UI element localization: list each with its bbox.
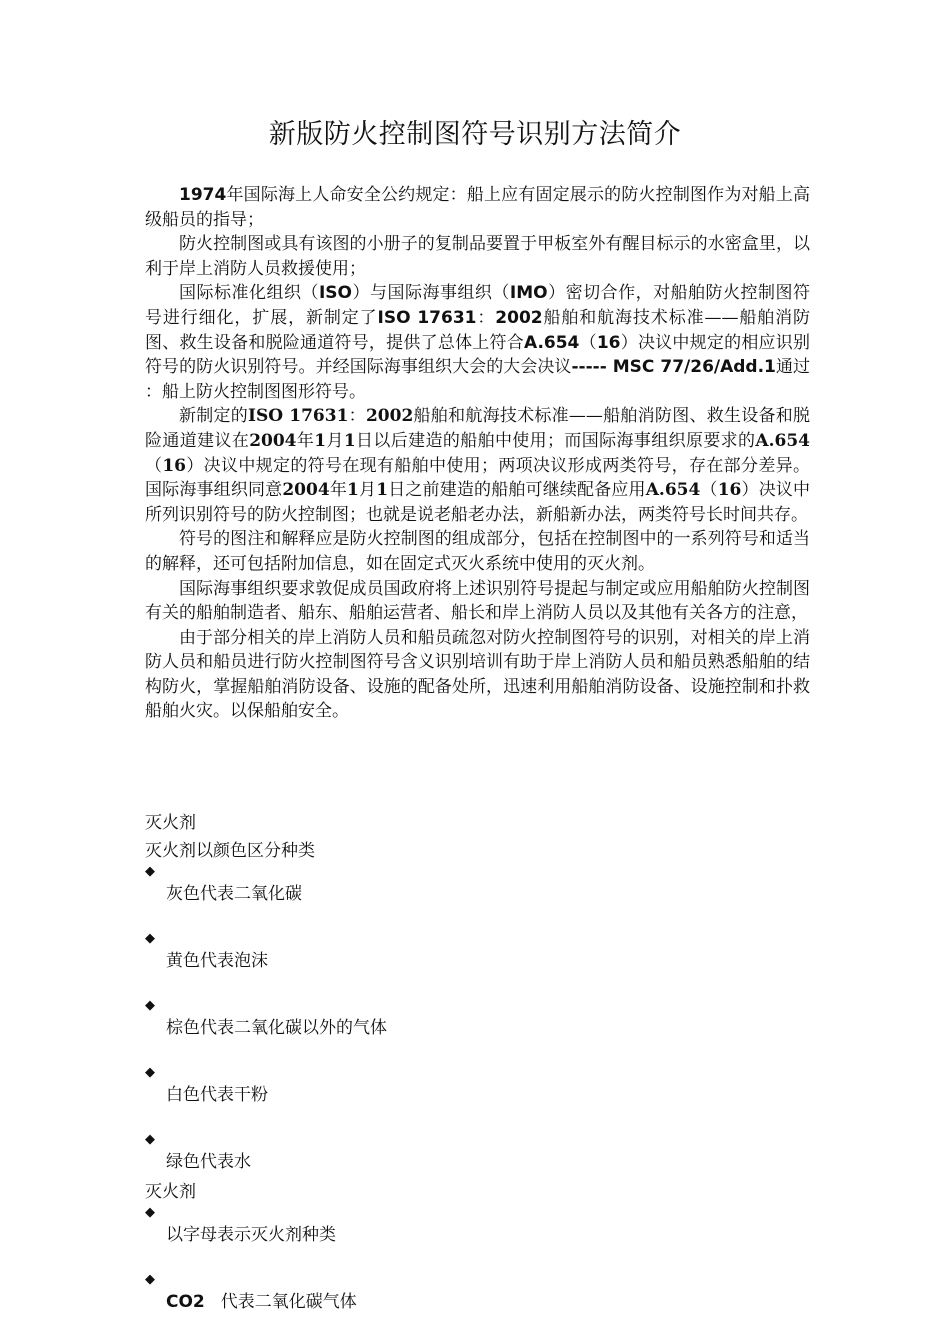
- standard-year: 2002: [495, 307, 543, 328]
- diamond-bullet-icon: ◆: [145, 931, 155, 946]
- standard-number: ISO 17631: [377, 307, 477, 328]
- year-1974: 1974: [179, 185, 227, 205]
- date-month: 1: [314, 430, 327, 451]
- date-day: 1: [376, 480, 389, 501]
- list-item-label: 白色代表干粉: [166, 1085, 268, 1105]
- text-span: 日以后建造的船舶中使用；而国际海事组织原要求的: [355, 430, 756, 451]
- page-title: 新版防火控制图符号识别方法简介: [268, 119, 682, 150]
- text-span: 新制定的: [179, 406, 249, 427]
- text-span: 日之前建造的船舶可继续配备应用: [388, 480, 646, 501]
- extinguishing-agent-section: [145, 809, 810, 1314]
- section-heading: 灭火剂: [145, 1182, 196, 1202]
- text-span: （: [700, 480, 718, 501]
- iso-abbr: ISO: [318, 283, 352, 304]
- text-span: 年: [296, 430, 315, 451]
- list-item: [145, 1066, 810, 1107]
- text-span: ）决议中所列识别符号的防火控制图；也就是说老船老办法，新船新办法，两类符号长时间共存。: [145, 480, 811, 525]
- paragraph-7: 由于部分相关的岸上消防人员和船员疏忽对防火控制图符号的识别，对相关的岸上消防人员和船员进行防火控制图符号含义识别培训有助于岸上消防人员和船员熟悉船舶的结构防火，掌握船舶消防设备、设施的配备处所，迅速利用船舶消防设备、设施控制和扑救船舶火灾。以保船舶安全。: [145, 627, 810, 722]
- text-span: ）决议中规定的符号在现有船舶中使用；两项决议形成两类符号，存在部分差异。国际海事组织同意: [145, 455, 811, 501]
- list-item: [145, 1206, 810, 1247]
- paragraph-1: [145, 183, 810, 232]
- list-item: [145, 1273, 810, 1314]
- resolution-session: 16: [162, 455, 187, 476]
- list-item-label: 以字母表示灭火剂种类: [166, 1225, 336, 1245]
- text-span: ）与国际海事组织（: [351, 283, 510, 304]
- diamond-bullet-icon: ◆: [145, 998, 155, 1013]
- co2-description: 代表二氧化碳气体: [220, 1292, 357, 1312]
- list-item-label: [145, 1273, 810, 1314]
- list-item-label: 灰色代表二氧化碳: [166, 884, 302, 904]
- date-day: 1: [343, 430, 356, 451]
- diamond-bullet-icon: ◆: [145, 864, 155, 879]
- list-item-label: 黄色代表泡沫: [166, 951, 268, 971]
- msc-reference: ----- MSC 77/26/Add.1: [571, 357, 776, 378]
- resolution-session: 16: [717, 480, 742, 501]
- date-year: 2004: [249, 430, 297, 451]
- paragraph-3: [145, 281, 810, 404]
- text-span: 通过 ：船上防火控制图图形符号。: [145, 357, 811, 402]
- list-item-label: 棕色代表二氧化碳以外的气体: [166, 1018, 387, 1038]
- section-subheading: 灭火剂以颜色区分种类: [145, 841, 315, 861]
- text-span: 年: [329, 480, 348, 501]
- list-item-label: 绿色代表水: [166, 1152, 251, 1172]
- document-body: [145, 183, 810, 724]
- diamond-bullet-icon: ◆: [145, 1065, 155, 1080]
- text-span: ）决议中规定的相应识别符号的防火识别符号。并经国际海事组织大会的大会决议: [145, 332, 810, 378]
- text-span: 船舶和航海技术标准——船舶消防图、救生设备和脱险通道建议在: [145, 406, 811, 451]
- diamond-bullet-icon: ◆: [145, 1132, 155, 1147]
- standard-year: 2002: [365, 406, 414, 427]
- text-span: 月: [358, 480, 377, 501]
- text-span: （: [145, 455, 163, 476]
- date-year: 2004: [282, 480, 330, 501]
- diamond-bullet-icon: ◆: [145, 1205, 155, 1220]
- section-heading: 灭火剂: [145, 813, 196, 833]
- co2-code: CO2: [166, 1292, 205, 1312]
- resolution-number: A.654: [645, 480, 701, 501]
- diamond-bullet-icon: ◆: [145, 1272, 155, 1287]
- paragraph-4: [145, 404, 810, 527]
- paragraph-5: 符号的图注和解释应是防火控制图的组成部分，包括在控制图中的一系列符号和适当的解释，还可包括附加信息，如在固定式灭火系统中使用的灭火剂。: [145, 529, 810, 574]
- imo-abbr: IMO: [509, 283, 548, 304]
- list-item: [145, 865, 810, 906]
- list-item: [145, 932, 810, 973]
- paragraph-1-text: 年国际海上人命安全公约规定：船上应有固定展示的防火控制图作为对船上高级船员的指导；: [145, 185, 810, 230]
- date-month: 1: [347, 480, 359, 501]
- text-span: 船舶和航海技术标准——船舶消防图、救生设备和脱险通道符号，提供了总体上符合: [145, 307, 811, 353]
- paragraph-2: 防火控制图或具有该图的小册子的复制品要置于甲板室外有醒目标示的水密盒里，以利于岸上消防人员救援使用；: [145, 234, 810, 279]
- text-span: ：: [348, 406, 366, 427]
- text-span: ）密切合作，对船舶防火控制图符号进行细化，扩展，新制定了: [145, 283, 811, 328]
- resolution-number: A.654: [523, 332, 580, 353]
- text-span: ：: [476, 307, 496, 328]
- resolution-session: 16: [596, 332, 621, 353]
- standard-number: ISO 17631: [248, 406, 349, 427]
- text-span: 国际标准化组织（: [179, 283, 319, 304]
- list-item: [145, 1133, 810, 1174]
- paragraph-6: 国际海事组织要求敦促成员国政府将上述识别符号提起与制定或应用船舶防火控制图有关的船舶制造者、船东、船舶运营者、船长和岸上消防人员以及其他有关各方的注意，: [145, 578, 810, 624]
- text-span: （: [579, 332, 597, 353]
- text-span: 月: [326, 430, 344, 451]
- resolution-number: A.654: [755, 430, 811, 451]
- list-item: [145, 999, 810, 1040]
